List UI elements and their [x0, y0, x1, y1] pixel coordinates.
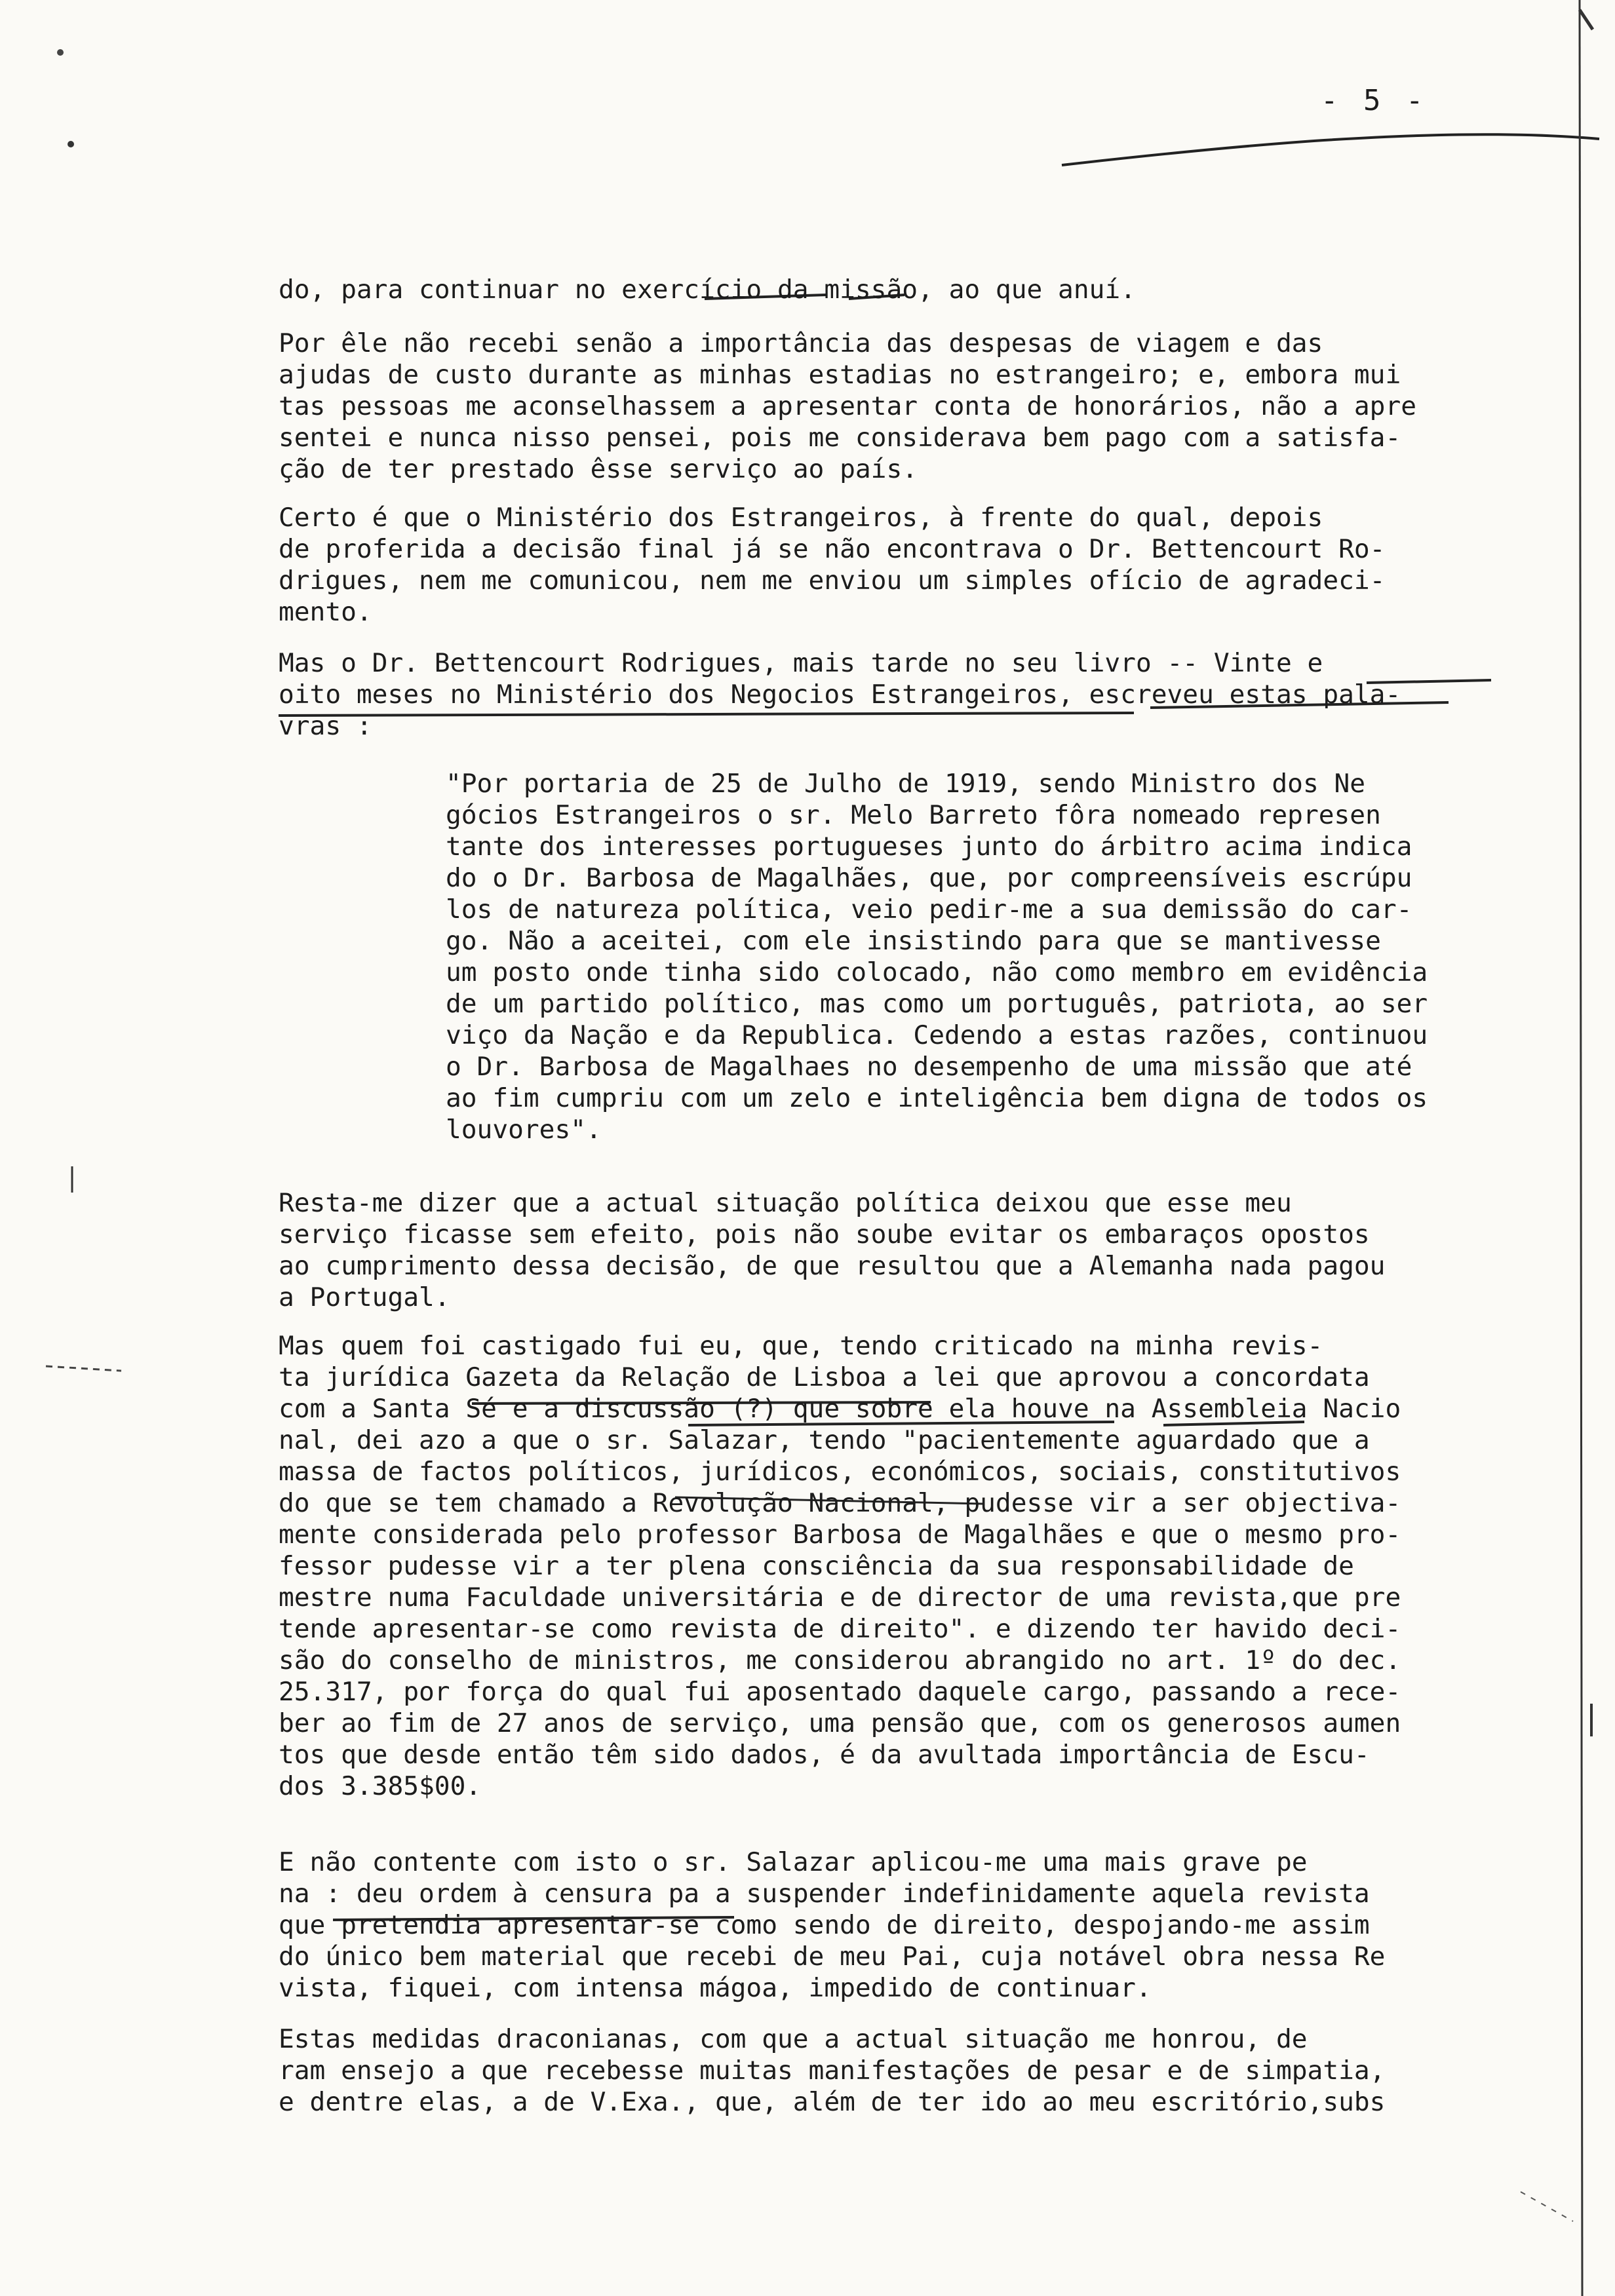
paragraph-8: Estas medidas draconianas, com que a actual situação me honrou, de ram ensejo a que recebesse muitas manifestações de pesar e de simpatia, e dentre elas, a de V.Exa., que, além de ter ido ao meu escritório,subs [279, 2024, 1386, 2117]
page-number: - 5 - [1321, 84, 1428, 117]
paragraph-7: E não contente com isto o sr. Salazar aplicou-me uma mais grave pe na : deu ordem à censura pa a suspender indefinidamente aquela revista que pretendia apresentar-se como sendo de direito, despojando-me assim do único bem material que recebi de meu Pai, cuja notável obra nessa Re vista, fiquei, com intensa mágoa, impedido de continuar. [279, 1847, 1386, 2003]
right-margin-line [1580, 0, 1582, 2296]
header-rule [1062, 134, 1599, 165]
paragraph-5: Resta-me dizer que a actual situação política deixou que esse meu serviço ficasse sem efeito, pois não soube evitar os embaraços opostos ao cumprimento dessa decisão, de que resultou que a Alemanha nada pagou a Portugal. [279, 1188, 1386, 1312]
paragraph-2: Por êle não recebi senão a importância das despesas de viagem e das ajudas de custo durante as minhas estadias no estrangeiro; e, embora mui tas pessoas me aconselhassem a apresentar conta de honorários, não a apre sentei e nunca nisso pensei, pois me considerava bem pago com a satisfa- ção de ter prestado êsse serviço ao país. [279, 328, 1417, 484]
block-quote: "Por portaria de 25 de Julho de 1919, sendo Ministro dos Ne gócios Estrangeiros o sr. Melo Barreto fôra nomeado represen tante dos interesses portugueses junto do árbitro acima indica do o Dr. Barbosa de Magalhães, que, por compreensíveis escrúpu los de natureza política, veio pedir-me a sua demissão do car- go. Não a aceitei, com ele insistindo para que se mantivesse um posto onde tinha sido colocado, não como membro em evidência de um partido político, mas como um português, patriota, ao ser viço da Nação e da Republica. Cedendo a estas razões, continuou o Dr. Barbosa de Magalhaes no desempenho de uma missão que até ao fim cumpriu com um zelo e inteligência bem digna de todos os louvores". [446, 769, 1428, 1145]
paragraph-6: Mas quem foi castigado fui eu, que, tendo criticado na minha revis- ta jurídica Gazeta da Relação de Lisboa a lei que aprovou a concordata com a Santa Sé e a discussão (?) que sobre ela houve na Assembleia Nacio nal, dei azo a que o sr. Salazar, tendo "pacientemente aguardado que a massa de factos políticos, jurídicos, económicos, sociais, constitutivos do que se tem chamado a Revolução Nacional, pudesse vir a ser objectiva- mente considerada pelo professor Barbosa de Magalhães e que o mesmo pro- fessor pudesse vir a ter plena consciência da sua responsabilidade de mestre numa Faculdade universitária e de director de uma revista,que pre tende apresentar-se como revista de direito". e dizendo ter havido deci- são do conselho de ministros, me considerou abrangido no art. 1º do dec. 25.317, por força do qual fui aposentado daquele cargo, passando a rece- ber ao fim de 27 anos de serviço, uma pensão que, com os generosos aumen tos que desde então têm sido dados, é da avultada importância de Escu- dos 3.385$00. [279, 1331, 1401, 1801]
paragraph-4: Mas o Dr. Bettencourt Rodrigues, mais tarde no seu livro -- Vinte e oito meses no Ministério dos Negocios Estrangeiros, escreveu estas pala- vras : [279, 648, 1401, 741]
paragraph-1: do, para continuar no exercício da missão, ao que anuí. [279, 275, 1136, 305]
right-margin-tick [1580, 10, 1593, 29]
paragraph-3: Certo é que o Ministério dos Estrangeiros, à frente do qual, depois de proferida a decisão final já se não encontrava o Dr. Bettencourt Ro- drigues, nem me comunicou, nem me enviou um simples ofício de agradeci- mento. [279, 503, 1386, 627]
